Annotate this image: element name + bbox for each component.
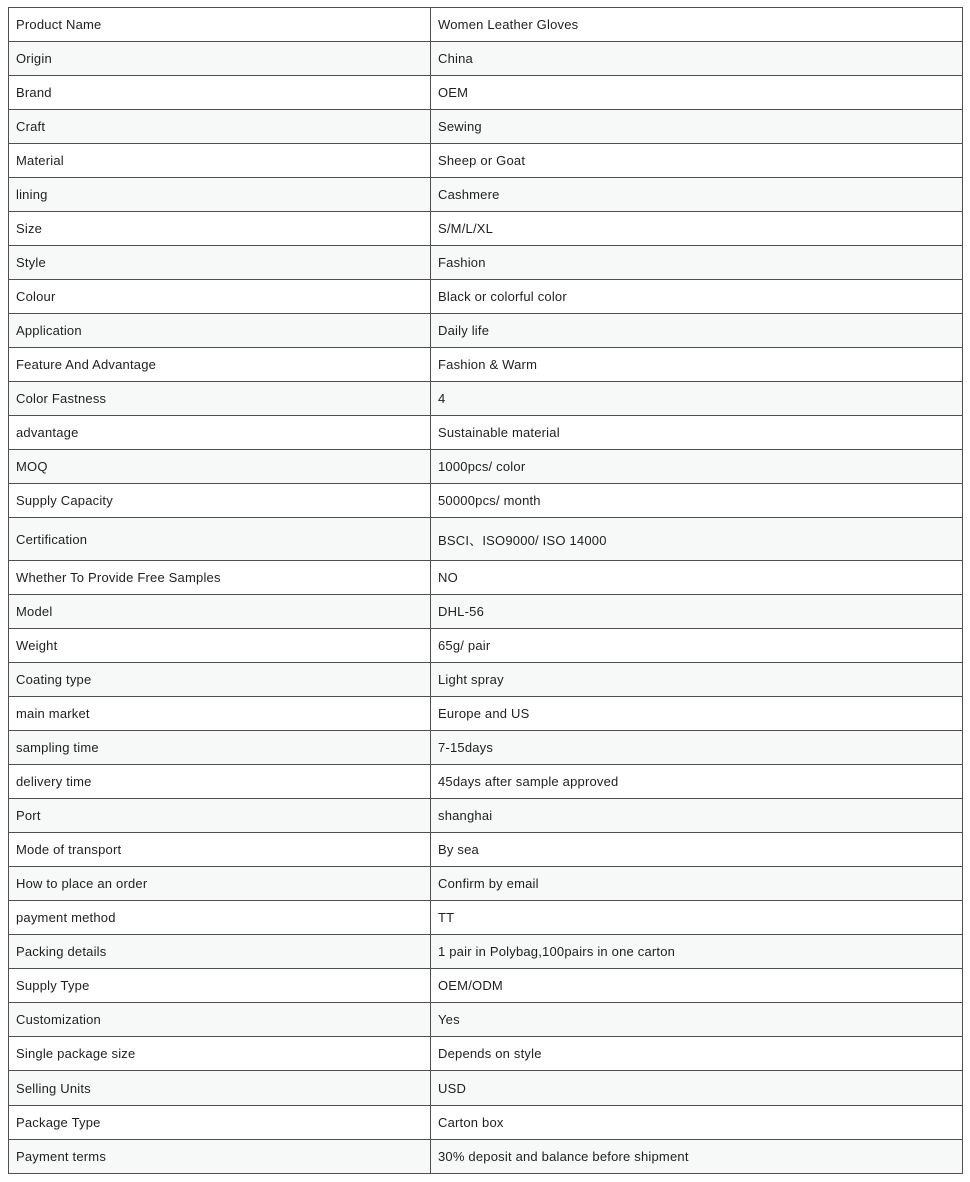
spec-value: Sheep or Goat xyxy=(431,144,963,178)
spec-label: How to place an order xyxy=(9,867,431,901)
spec-label: Selling Units xyxy=(9,1071,431,1105)
table-row xyxy=(9,867,963,901)
spec-value: 7-15days xyxy=(431,731,963,765)
spec-label: Model xyxy=(9,595,431,629)
spec-label: Packing details xyxy=(9,935,431,969)
spec-value: Sewing xyxy=(431,110,963,144)
spec-label: Size xyxy=(9,212,431,246)
spec-value: Yes xyxy=(431,1003,963,1037)
table-row xyxy=(9,382,963,416)
spec-label: Color Fastness xyxy=(9,382,431,416)
spec-label: Weight xyxy=(9,629,431,663)
spec-label: Application xyxy=(9,314,431,348)
spec-value: shanghai xyxy=(431,799,963,833)
table-row xyxy=(9,280,963,314)
spec-value: Light spray xyxy=(431,663,963,697)
table-row xyxy=(9,178,963,212)
table-row xyxy=(9,450,963,484)
table-row xyxy=(9,799,963,833)
table-row xyxy=(9,416,963,450)
spec-label: Supply Type xyxy=(9,969,431,1003)
table-row xyxy=(9,246,963,280)
spec-label: Style xyxy=(9,246,431,280)
spec-value: 1 pair in Polybag,100pairs in one carton xyxy=(431,935,963,969)
spec-value: 65g/ pair xyxy=(431,629,963,663)
table-row xyxy=(9,731,963,765)
table-row xyxy=(9,348,963,382)
spec-value: S/M/L/XL xyxy=(431,212,963,246)
table-row xyxy=(9,110,963,144)
spec-label: main market xyxy=(9,697,431,731)
spec-value: Confirm by email xyxy=(431,867,963,901)
table-row xyxy=(9,1003,963,1037)
product-spec-table xyxy=(8,7,963,1174)
table-row xyxy=(9,969,963,1003)
spec-label: Payment terms xyxy=(9,1139,431,1173)
spec-value: TT xyxy=(431,901,963,935)
table-row xyxy=(9,561,963,595)
spec-label: Feature And Advantage xyxy=(9,348,431,382)
spec-label: Whether To Provide Free Samples xyxy=(9,561,431,595)
spec-table-body xyxy=(9,8,963,1174)
spec-label: delivery time xyxy=(9,765,431,799)
spec-label: payment method xyxy=(9,901,431,935)
spec-value: OEM/ODM xyxy=(431,969,963,1003)
table-row xyxy=(9,212,963,246)
table-row xyxy=(9,1105,963,1139)
spec-value: DHL-56 xyxy=(431,595,963,629)
spec-label: Mode of transport xyxy=(9,833,431,867)
spec-value: 45days after sample approved xyxy=(431,765,963,799)
spec-value: Black or colorful color xyxy=(431,280,963,314)
table-row xyxy=(9,1139,963,1173)
spec-label: sampling time xyxy=(9,731,431,765)
table-row xyxy=(9,765,963,799)
table-row xyxy=(9,314,963,348)
spec-value: NO xyxy=(431,561,963,595)
spec-value: Women Leather Gloves xyxy=(431,8,963,42)
spec-value: Depends on style xyxy=(431,1037,963,1071)
spec-value: 1000pcs/ color xyxy=(431,450,963,484)
spec-value: 4 xyxy=(431,382,963,416)
spec-value: Fashion xyxy=(431,246,963,280)
table-row xyxy=(9,935,963,969)
table-row xyxy=(9,663,963,697)
spec-value: Fashion & Warm xyxy=(431,348,963,382)
spec-label: Customization xyxy=(9,1003,431,1037)
table-row xyxy=(9,8,963,42)
spec-label: lining xyxy=(9,178,431,212)
table-row xyxy=(9,833,963,867)
table-row xyxy=(9,1071,963,1105)
spec-label: Product Name xyxy=(9,8,431,42)
spec-value: By sea xyxy=(431,833,963,867)
spec-value: Sustainable material xyxy=(431,416,963,450)
spec-value: China xyxy=(431,42,963,76)
spec-value: Carton box xyxy=(431,1105,963,1139)
spec-label: Package Type xyxy=(9,1105,431,1139)
table-row xyxy=(9,1037,963,1071)
spec-label: Single package size xyxy=(9,1037,431,1071)
spec-value: Europe and US xyxy=(431,697,963,731)
spec-label: Supply Capacity xyxy=(9,484,431,518)
spec-label: Port xyxy=(9,799,431,833)
spec-value: Cashmere xyxy=(431,178,963,212)
spec-label: Material xyxy=(9,144,431,178)
spec-label: advantage xyxy=(9,416,431,450)
spec-label: Coating type xyxy=(9,663,431,697)
spec-label: Certification xyxy=(9,518,431,561)
table-row xyxy=(9,42,963,76)
table-row xyxy=(9,484,963,518)
table-row xyxy=(9,697,963,731)
spec-value: OEM xyxy=(431,76,963,110)
table-row xyxy=(9,595,963,629)
table-row xyxy=(9,629,963,663)
table-row xyxy=(9,901,963,935)
table-row xyxy=(9,518,963,561)
spec-value: BSCI、ISO9000/ ISO 14000 xyxy=(431,518,963,561)
spec-value: 30% deposit and balance before shipment xyxy=(431,1139,963,1173)
spec-label: Craft xyxy=(9,110,431,144)
spec-value: Daily life xyxy=(431,314,963,348)
table-row xyxy=(9,76,963,110)
spec-value: USD xyxy=(431,1071,963,1105)
spec-value: 50000pcs/ month xyxy=(431,484,963,518)
spec-label: MOQ xyxy=(9,450,431,484)
spec-label: Origin xyxy=(9,42,431,76)
spec-label: Colour xyxy=(9,280,431,314)
spec-label: Brand xyxy=(9,76,431,110)
table-row xyxy=(9,144,963,178)
